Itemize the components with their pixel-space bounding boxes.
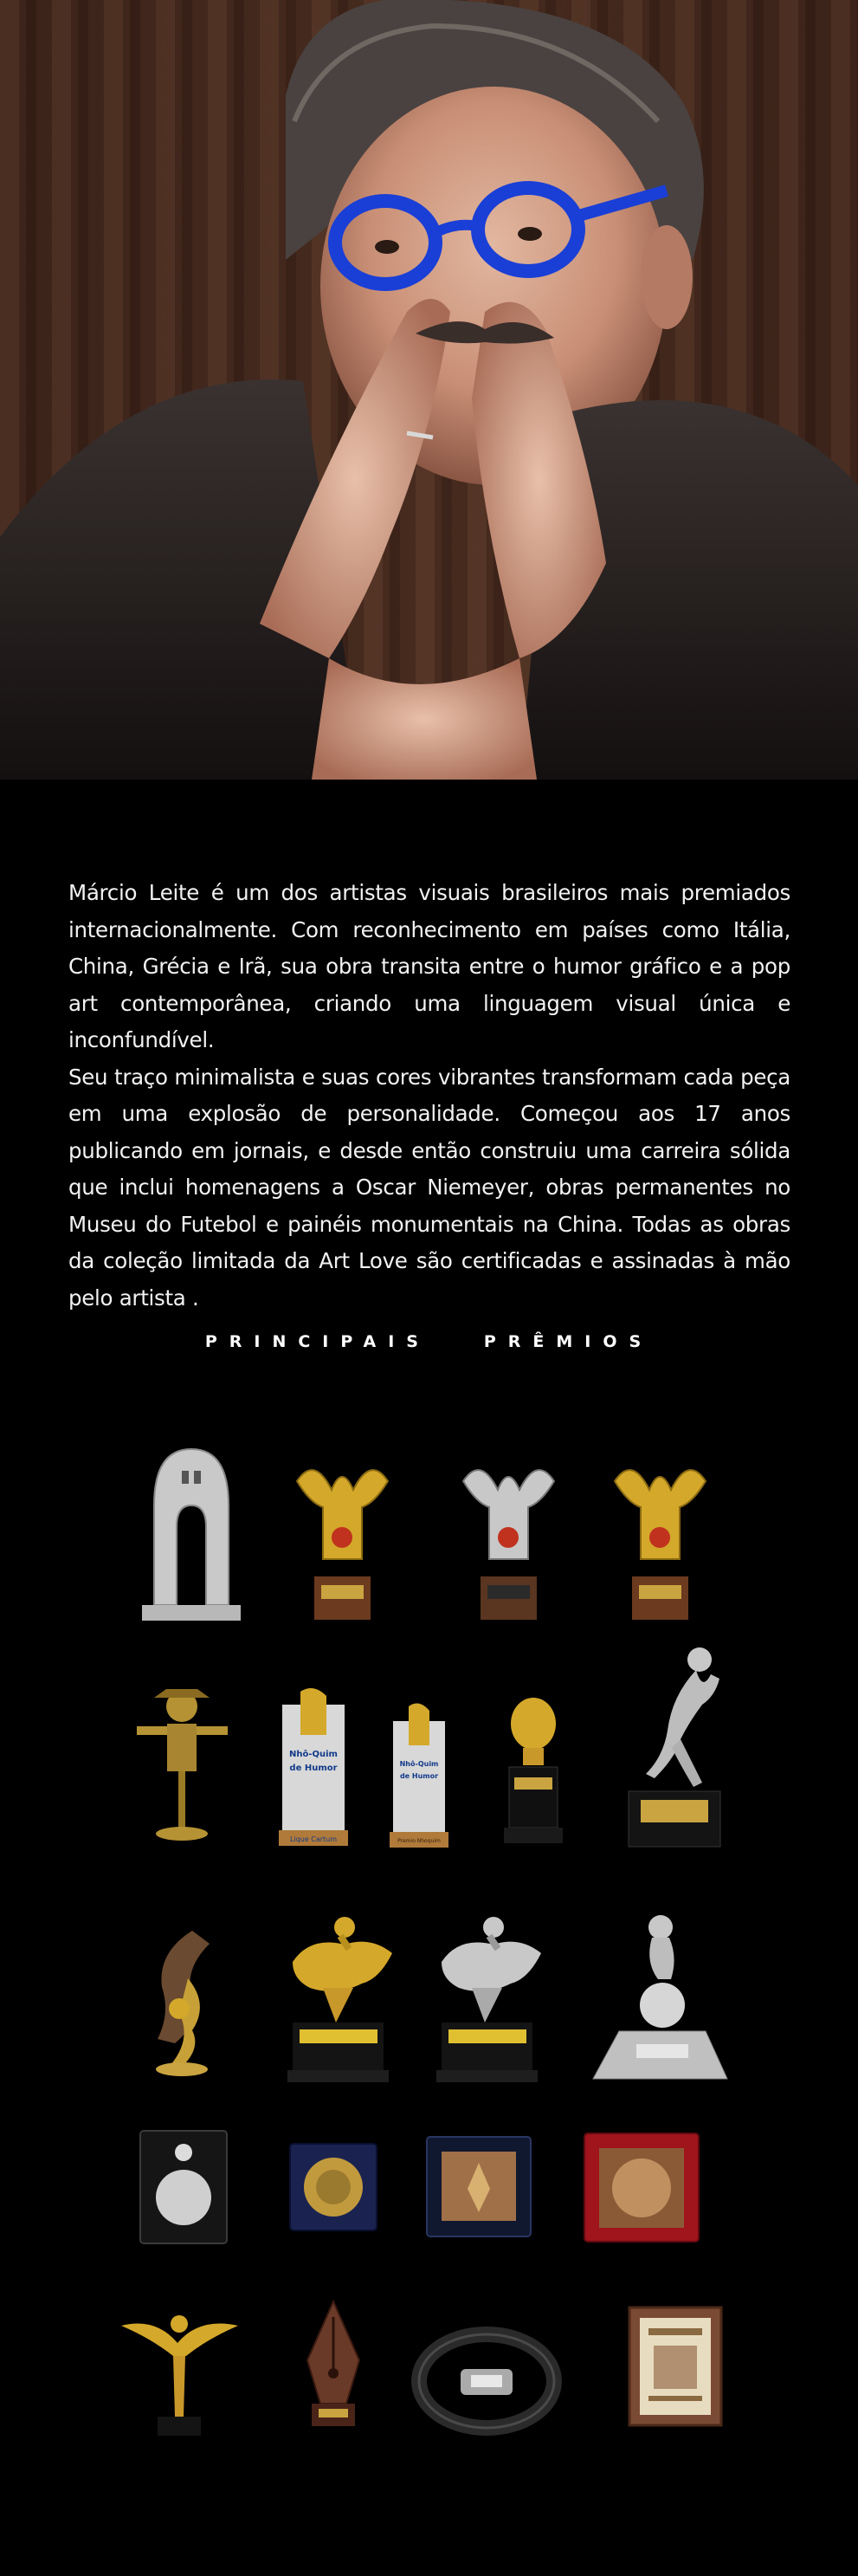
scarecrow-trophy — [128, 1685, 236, 1845]
steering-wheel-trophy — [416, 2330, 558, 2432]
framed-certificate — [628, 2306, 723, 2427]
nho-quim-1-bottom: Lique Cartum — [289, 1835, 338, 1843]
gold-jester-trophy — [288, 1455, 397, 1624]
silver-ball-figure-trophy — [576, 1910, 732, 2083]
silver-arch-trophy — [137, 1445, 246, 1622]
medal-box-silver — [136, 2126, 231, 2248]
awards-title: PRINCIPAIS PRÊMIOS — [204, 1332, 654, 1351]
gold-jester-trophy-2 — [606, 1455, 714, 1624]
nho-quim-2-bottom: Premio Nhoquim — [397, 1838, 441, 1844]
bio-paragraph-1: Márcio Leite é um dos artistas visuais brasileiros mais premiados internacionalmente. Com reconhecimento em países como Itália, China, Grécia e Irã, sua obra transita entre o humor gráfico e a pop art contemporânea, criando uma linguagem visual única e inconfundível. — [68, 880, 790, 1052]
nho-quim-2-mid: de Humor — [399, 1772, 439, 1780]
bronze-flame-trophy — [140, 1926, 227, 2078]
gold-bull-rider-trophy — [275, 1910, 401, 2083]
nho-quim-1-top: Nhô-Quim — [289, 1750, 338, 1759]
nho-quim-2-top: Nhô-Quim — [399, 1760, 439, 1768]
bio-paragraph-2: Seu traço minimalista e suas cores vibrantes transformam cada peça em uma explosão de personalidade. Começou aos 17 anos publicando em jornais, e desde então construiu uma carreira sólida que inclui homenagens a Oscar Niemeyer, obras permanentes no Museu do Futebol e painéis monumentais na China. Todas as obras da coleção limitada da Art Love são certificadas e assinadas à mão pelo artista . — [68, 1064, 790, 1311]
silver-dancer-trophy — [620, 1644, 729, 1848]
nho-quim-trophy-large — [279, 1687, 348, 1848]
silver-jester-trophy — [455, 1455, 563, 1624]
bronze-pen-nib-trophy — [303, 2300, 364, 2430]
medal-box-navy — [286, 2139, 381, 2235]
plaque-box-navy — [423, 2133, 535, 2241]
gold-football-trophy — [497, 1689, 566, 1845]
silver-bull-rider-trophy — [424, 1910, 550, 2083]
gold-winged-figure-trophy — [121, 2308, 238, 2438]
plaque-box-red — [580, 2129, 703, 2246]
nho-quim-1-mid: de Humor — [289, 1764, 338, 1773]
nho-quim-trophy-small — [390, 1702, 448, 1849]
